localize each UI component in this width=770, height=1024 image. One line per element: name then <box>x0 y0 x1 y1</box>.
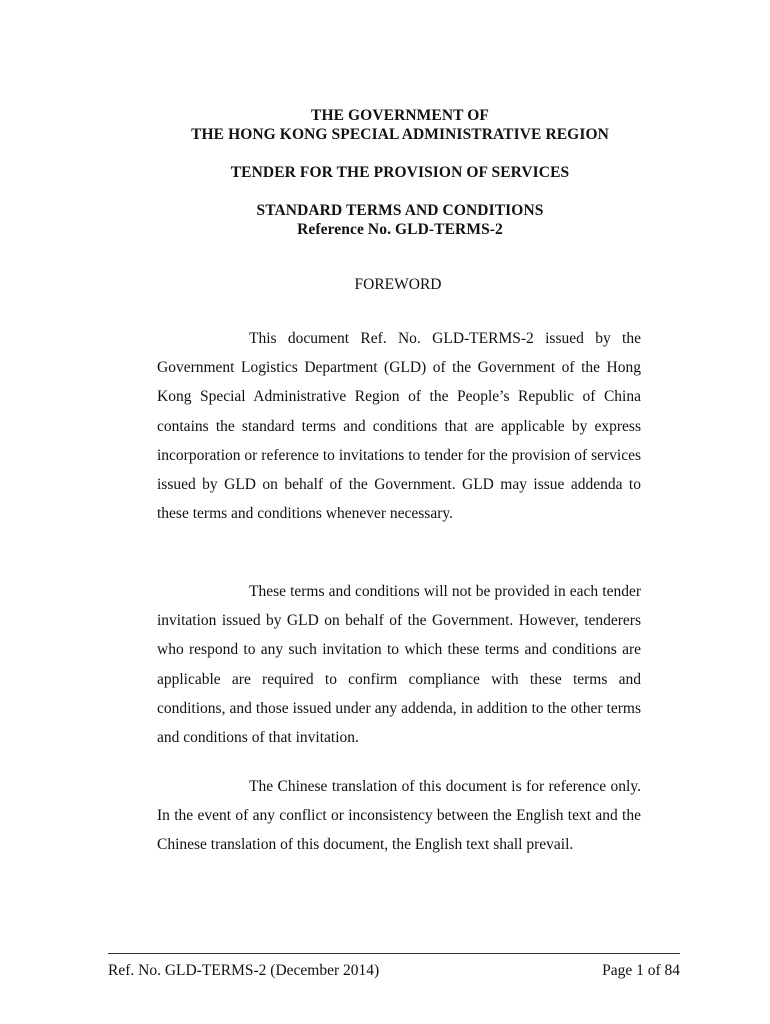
footer-divider <box>108 953 680 954</box>
header-line-standard-terms: STANDARD TERMS AND CONDITIONS <box>256 202 544 219</box>
header-line-reference: Reference No. GLD-TERMS-2 <box>297 221 503 238</box>
header-line-government: THE GOVERNMENT OF <box>311 107 489 124</box>
header-line-region: THE HONG KONG SPECIAL ADMINISTRATIVE REGION <box>191 126 609 143</box>
page-number: Page 1 of 84 <box>602 962 680 979</box>
paragraph-3: The Chinese translation of this document is for reference only. In the event of any conflict or inconsistency between the English text and the Chinese translation of this document, the English text shall prevail. <box>157 778 641 854</box>
header-line-tender: TENDER FOR THE PROVISION OF SERVICES <box>230 164 570 181</box>
footer-reference: Ref. No. GLD-TERMS-2 (December 2014) <box>108 962 380 979</box>
paragraph-1: This document Ref. No. GLD-TERMS-2 issued by the Government Logistics Department (GLD) of the Government of the Hong Kong Special Administrative Region of the People’s Republic of China contains the standard terms and conditions that are applicable by express incorporation or reference to invitations to tender for the provision of services issued by GLD on behalf of the Government. GLD may issue addenda to these terms and conditions whenever necessary. <box>157 330 641 523</box>
foreword-title: FOREWORD <box>354 276 442 293</box>
paragraph-2: These terms and conditions will not be provided in each tender invitation issued by GLD on behalf of the Government. However, tenderers who respond to any such invitation to which these terms and conditions are applicable are required to confirm compliance with these terms and conditions, and those issued under any addenda, in addition to the other terms and conditions of that invitation. <box>157 583 641 747</box>
